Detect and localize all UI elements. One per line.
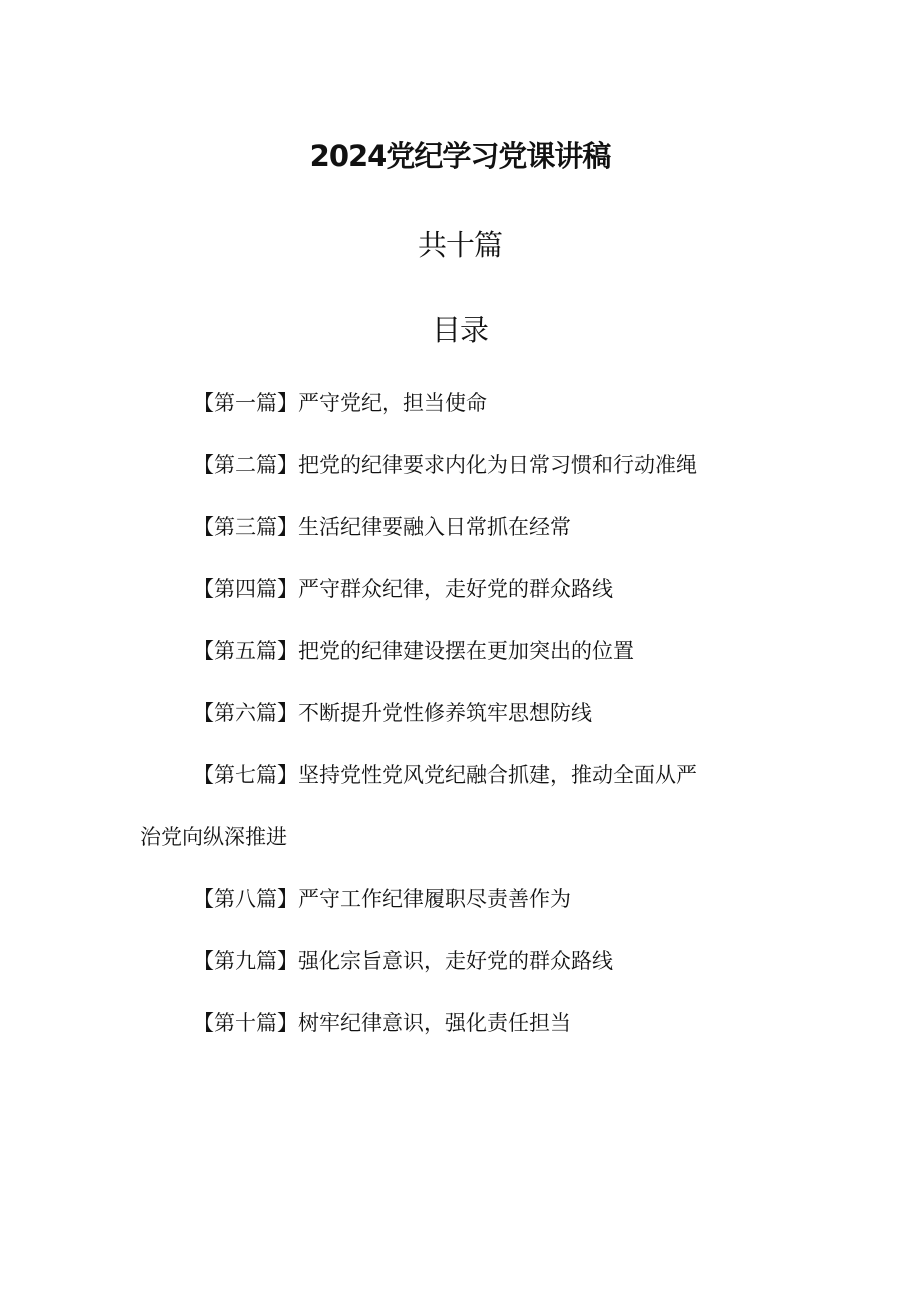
toc-item-4: 【第四篇】严守群众纪律，走好党的群众路线 [193,577,613,601]
toc-item-3: 【第三篇】生活纪律要融入日常抓在经常 [193,515,571,539]
toc-item-9: 【第九篇】强化宗旨意识，走好党的群众路线 [193,949,613,973]
toc-item-7: 【第七篇】坚持党性党风党纪融合抓建，推动全面从严 [193,763,697,787]
toc-item-7-continuation: 治党向纵深推进 [140,825,287,849]
toc-item-8: 【第八篇】严守工作纪律履职尽责善作为 [193,887,571,911]
toc-item-10: 【第十篇】树牢纪律意识，强化责任担当 [193,1011,571,1035]
document-subtitle: 共十篇 [417,228,502,262]
toc-item-1: 【第一篇】严守党纪，担当使命 [193,391,487,415]
document-title: 2024党纪学习党课讲稿 [309,139,611,173]
toc-item-2: 【第二篇】把党的纪律要求内化为日常习惯和行动准绳 [193,453,697,477]
toc-item-6: 【第六篇】不断提升党性修养筑牢思想防线 [193,701,592,725]
toc-heading: 目录 [431,313,488,347]
toc-item-5: 【第五篇】把党的纪律建设摆在更加突出的位置 [193,639,634,663]
